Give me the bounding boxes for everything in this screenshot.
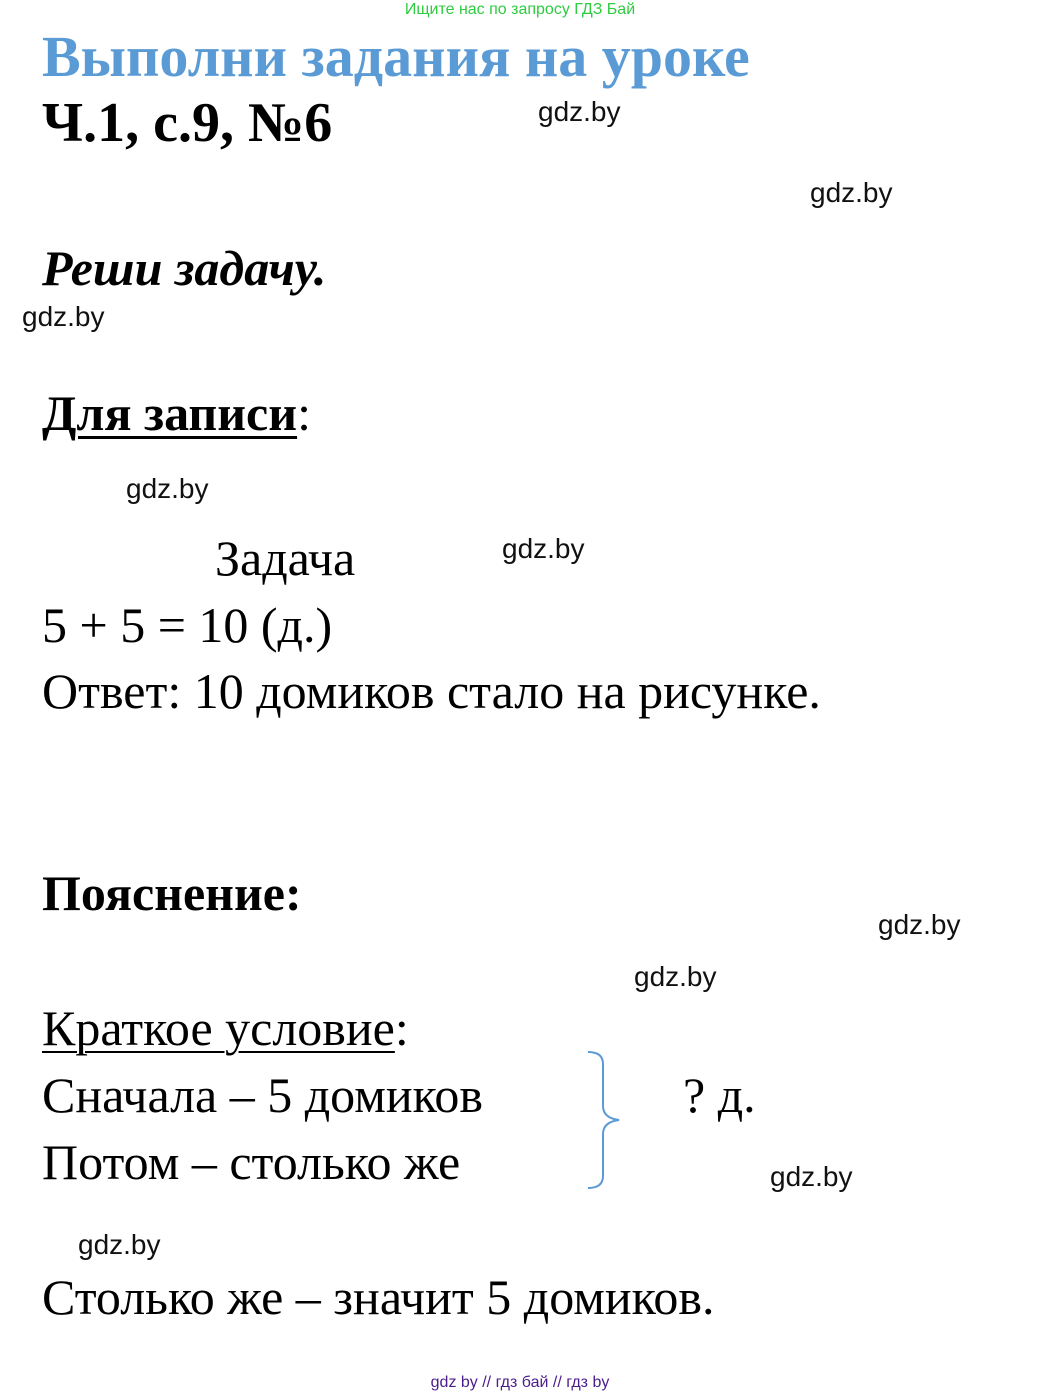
watermark: gdz.by	[502, 533, 585, 564]
task-instruction: Реши задачу.	[42, 240, 327, 296]
page-title: Выполни задания на уроке	[42, 24, 750, 89]
watermark: gdz.by	[810, 177, 893, 208]
condition-line: Потом – столько же	[42, 1134, 461, 1190]
answer: Ответ: 10 домиков стало на рисунке.	[42, 663, 821, 719]
condition-line: Сначала – 5 домиков	[42, 1067, 483, 1123]
exercise-number: Ч.1, с.9, №6	[42, 92, 333, 154]
record-label: Для записи	[42, 385, 298, 441]
colon: :	[297, 385, 311, 441]
footer-links: gdz by // гдз бай // гдз by	[430, 1374, 610, 1391]
question: ? д.	[683, 1067, 756, 1123]
colon: :	[394, 1000, 409, 1056]
problem-heading: Задача	[215, 530, 356, 586]
short-condition-heading	[42, 1000, 409, 1056]
watermark: gdz.by	[22, 301, 105, 332]
watermark: gdz.by	[538, 96, 621, 127]
watermark: gdz.by	[126, 473, 209, 504]
watermark: gdz.by	[634, 961, 717, 992]
conclusion: Столько же – значит 5 домиков.	[42, 1269, 715, 1325]
equation: 5 + 5 = 10 (д.)	[42, 597, 333, 653]
watermark: gdz.by	[770, 1161, 853, 1192]
watermark: gdz.by	[878, 909, 961, 940]
explanation-heading: Пояснение:	[42, 865, 302, 921]
short-condition-label: Краткое условие	[42, 1000, 395, 1056]
record-heading	[42, 385, 311, 441]
curly-brace-icon	[585, 1050, 625, 1192]
watermark: gdz.by	[78, 1229, 161, 1260]
header-note: Ищите нас по запросу ГДЗ Бай	[404, 1, 636, 18]
